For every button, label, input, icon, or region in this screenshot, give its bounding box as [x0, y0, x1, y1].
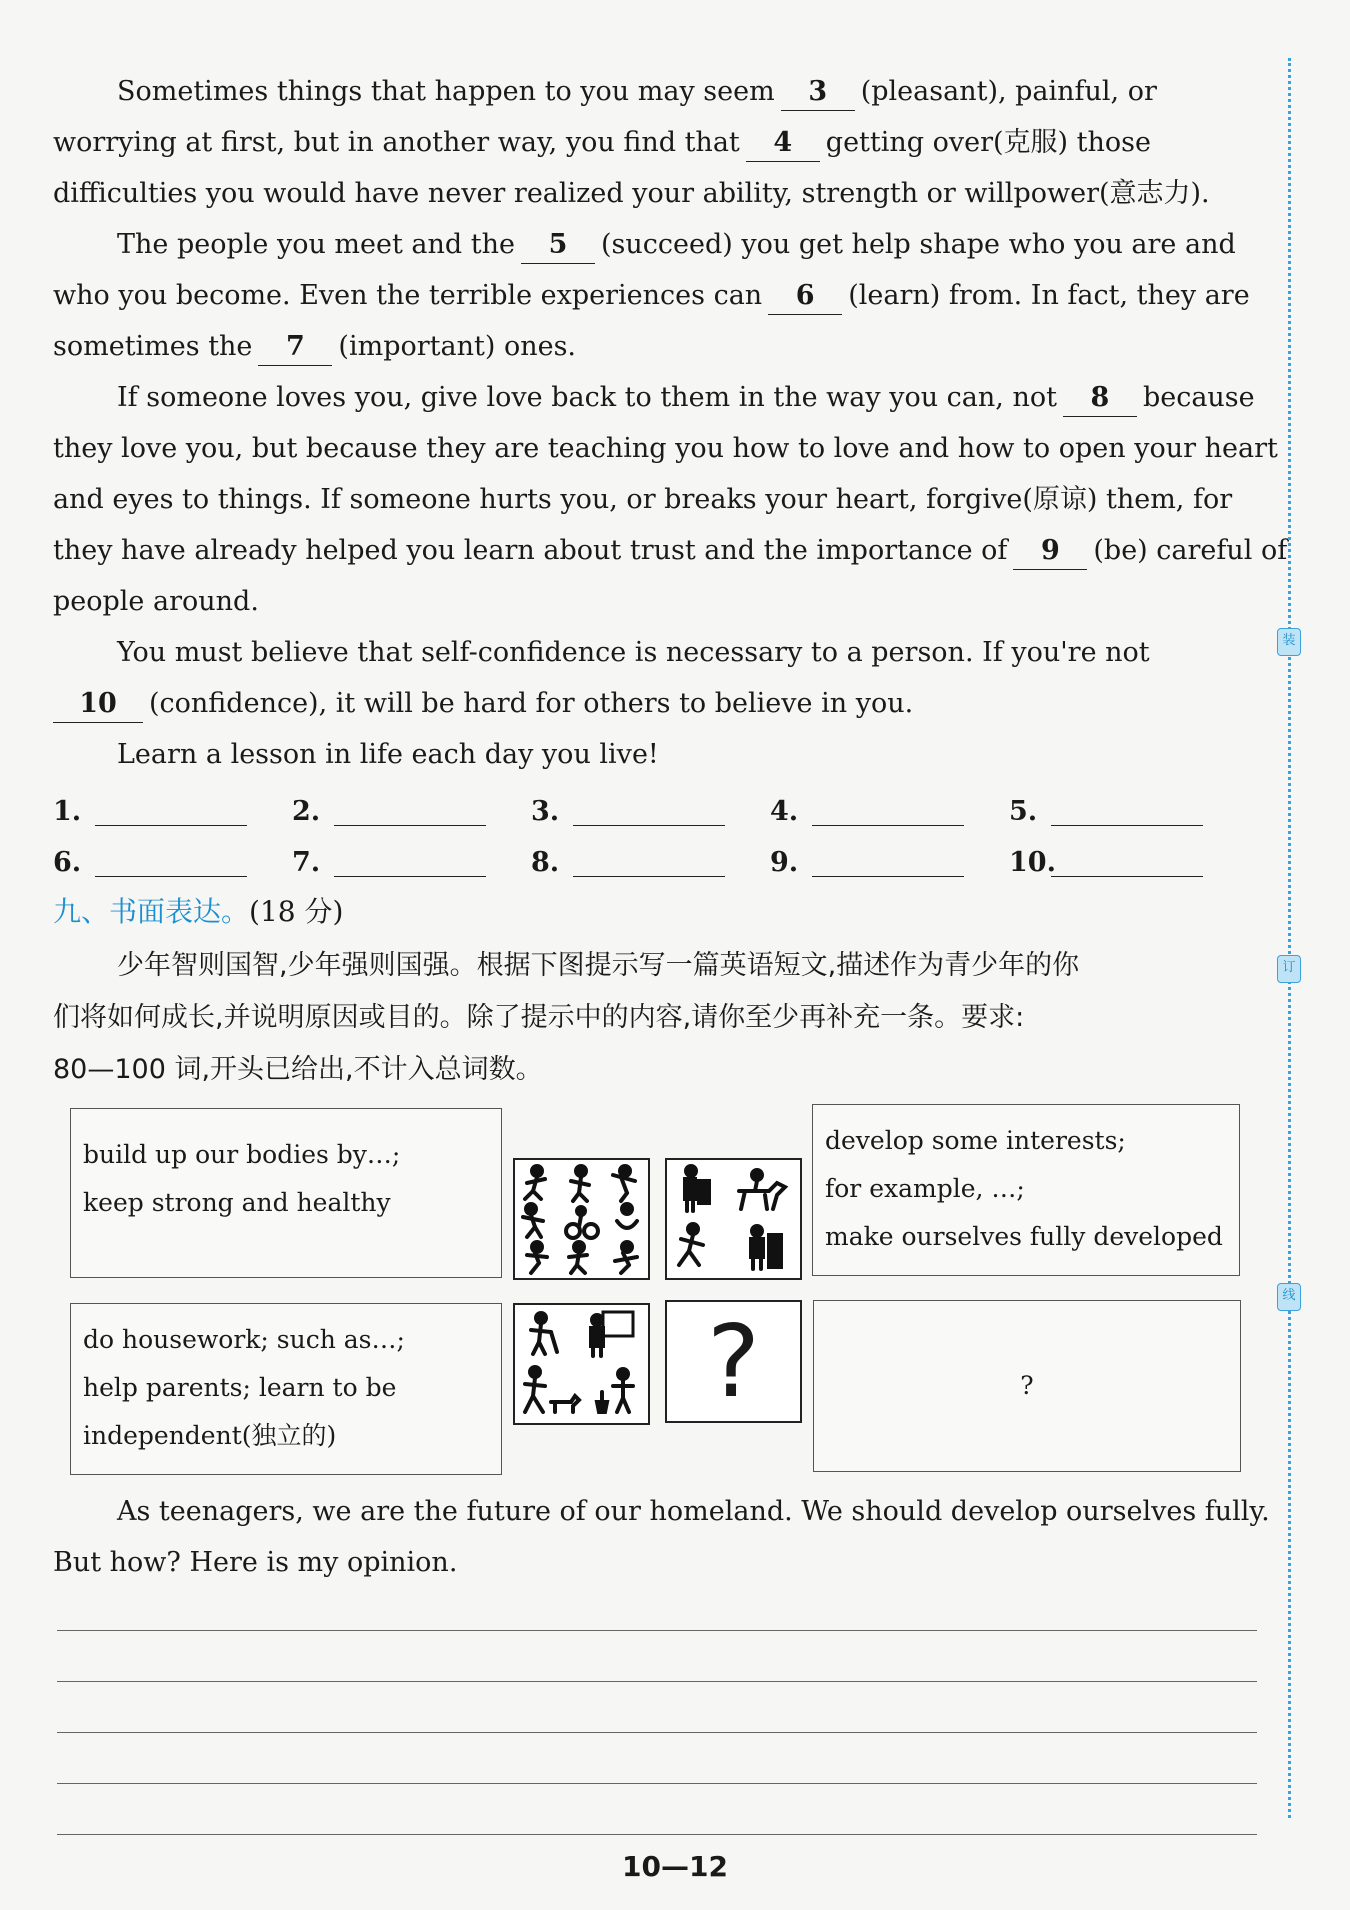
- blank-5: 5: [521, 227, 595, 264]
- answer-field-10[interactable]: [1051, 848, 1203, 877]
- answer-field-7[interactable]: [334, 848, 486, 877]
- writing-line[interactable]: [57, 1732, 1257, 1733]
- blank-8: 8: [1063, 380, 1137, 417]
- prompt-box-sports: build up our bodies by…; keep strong and healthy: [70, 1108, 502, 1278]
- binding-tab: 线: [1277, 1283, 1301, 1311]
- sports-icon: [517, 1161, 647, 1277]
- answer-grid: [53, 786, 1248, 888]
- passage-paragraph-3: If someone loves you, give love back to them in the way you can, not 8 because they love you, but because they are teaching you how to love and how to open your heart and eyes to things. If someone hurts you, or breaks your heart, forgive(原谅) them, for they have already helped you learn about trust and the importance of 9 (be) careful of people around.: [53, 382, 1288, 617]
- blank-9: 9: [1013, 533, 1087, 570]
- answer-item: 8.: [531, 847, 770, 878]
- question-mark-icon: ?: [706, 1302, 761, 1420]
- passage-paragraph-1: Sometimes things that happen to you may seem 3 (pleasant), painful, or worrying at first, but in another way, you find that 4 getting over(克服) those difficulties you would have never realized your ability, strength or willpower(意志力).: [53, 76, 1210, 209]
- blank-3: 3: [781, 74, 855, 111]
- page-number: 10—12: [622, 1850, 728, 1883]
- writing-line[interactable]: [57, 1834, 1257, 1835]
- answer-item: 3.: [531, 796, 770, 827]
- binding-tab: 装: [1277, 628, 1301, 656]
- housework-pictogram: [513, 1303, 650, 1425]
- answer-field-5[interactable]: [1051, 797, 1203, 826]
- blank-4: 4: [746, 125, 820, 162]
- answer-field-1[interactable]: [95, 797, 247, 826]
- writing-line[interactable]: [57, 1681, 1257, 1682]
- answer-item: 9.: [770, 847, 1009, 878]
- answer-item: 1.: [53, 796, 292, 827]
- passage-paragraph-5: Learn a lesson in life each day you live!: [117, 739, 659, 770]
- blank-10: 10: [53, 686, 143, 723]
- section-title: 九、书面表达。(18 分): [53, 895, 344, 928]
- section-instructions: 少年智则国智,少年强则国强。根据下图提示写一篇英语短文,描述作为青少年的你 们将如何成长,并说明原因或目的。除了提示中的内容,请你至少再补充一条。要求: 80—100 词,开头已给出,不计入总词数。: [53, 950, 1080, 1085]
- answer-field-9[interactable]: [812, 848, 964, 877]
- answer-field-6[interactable]: [95, 848, 247, 877]
- binding-margin-line: [1288, 58, 1291, 1818]
- prompt-box-open: ?: [813, 1300, 1241, 1472]
- essay-opening: As teenagers, we are the future of our homeland. We should develop ourselves fully. But how? Here is my opinion.: [53, 1496, 1270, 1578]
- passage-paragraph-4: You must believe that self-confidence is necessary to a person. If you're not 10 (confidence), it will be hard for others to believe in you.: [53, 627, 1248, 729]
- answer-field-3[interactable]: [573, 797, 725, 826]
- answer-field-4[interactable]: [812, 797, 964, 826]
- answer-item: 7.: [292, 847, 531, 878]
- prompt-box-housework: do housework; such as…; help parents; learn to be independent(独立的): [70, 1303, 502, 1475]
- answer-field-8[interactable]: [573, 848, 725, 877]
- binding-tab: 订: [1277, 955, 1301, 983]
- answer-row-2: [53, 837, 1248, 888]
- blank-6: 6: [768, 278, 842, 315]
- interests-pictogram: [665, 1158, 802, 1280]
- answer-item: 10.: [1009, 847, 1248, 878]
- answer-row-1: [53, 786, 1248, 837]
- writing-line[interactable]: [57, 1783, 1257, 1784]
- hobbies-icon: [669, 1161, 799, 1277]
- answer-item: 4.: [770, 796, 1009, 827]
- answer-item: 2.: [292, 796, 531, 827]
- prompt-box-interests: develop some interests; for example, …; make ourselves fully developed: [812, 1104, 1240, 1276]
- answer-item: 6.: [53, 847, 292, 878]
- sports-pictogram: [513, 1158, 650, 1280]
- blank-7: 7: [258, 329, 332, 366]
- passage-paragraph-2: The people you meet and the 5 (succeed) you get help shape who you are and who you become. Even the terrible experiences can 6 (learn) from. In fact, they are sometimes the 7 (important) ones.: [53, 219, 1248, 372]
- question-pictogram: [665, 1300, 802, 1423]
- writing-line[interactable]: [57, 1630, 1257, 1631]
- answer-item: 5.: [1009, 796, 1248, 827]
- answer-field-2[interactable]: [334, 797, 486, 826]
- chores-icon: [517, 1306, 647, 1422]
- section-score: (18 分): [249, 895, 344, 928]
